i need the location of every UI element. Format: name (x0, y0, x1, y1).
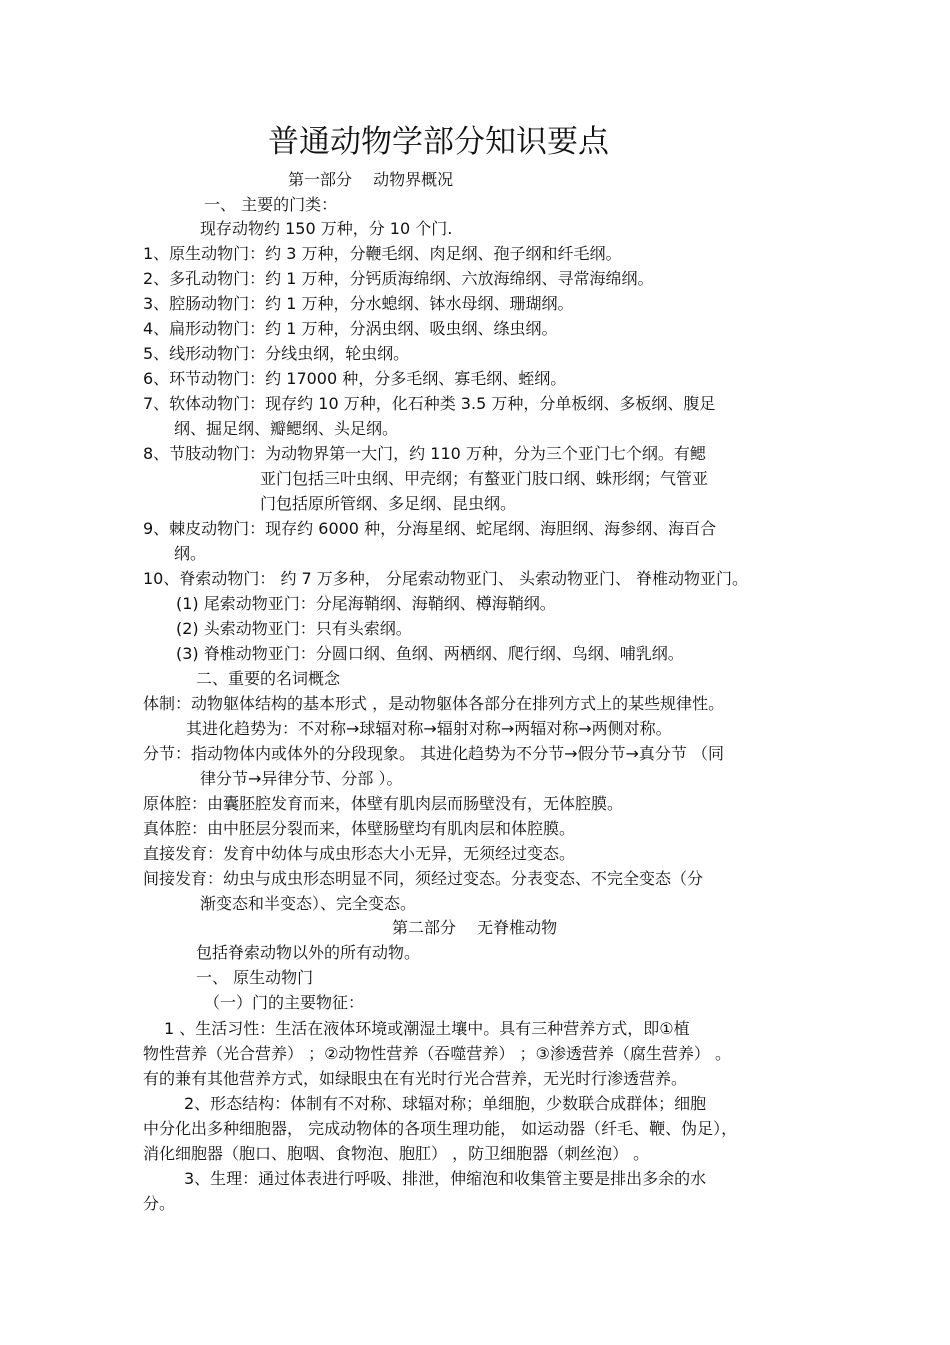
text-line: 分。 (143, 1194, 176, 1213)
part-one-heading: 第一部分 动物界概况 (288, 170, 454, 189)
section-heading-protozoa: 一、 原生动物门 (196, 968, 314, 987)
text-line: 其进化趋势为：不对称→球辐对称→辐射对称→两辐对称→两侧对称。 (186, 719, 672, 738)
list-item-continuation: 纲。 (174, 544, 207, 563)
text-line: 有的兼有其他营养方式，如绿眼虫在有光时行光合营养，无光时行渗透营养。 (143, 1069, 688, 1088)
sub-section-heading: （一）门的主要物征： (204, 993, 365, 1012)
text-line: 消化细胞器（胞口、胞咽、食物泡、胞肛） ，防卫细胞器（刺丝泡） 。 (143, 1144, 650, 1163)
list-item-continuation: 亚门包括三叶虫纲、甲壳纲；有螯亚门肢口纲、蛛形纲；气管亚 (260, 469, 709, 488)
text-line: 3、生理：通过体表进行呼吸、排泄，伸缩泡和收集管主要是排出多余的水 (184, 1169, 707, 1188)
list-item: 6、环节动物门：约 17000 种，分多毛纲、寡毛纲、蛭纲。 (143, 369, 567, 388)
list-item-continuation: 纲、掘足纲、瓣鳃纲、头足纲。 (174, 419, 399, 438)
list-item: 10、脊索动物门： 约 7 万多种， 分尾索动物亚门、 头索动物亚门、 脊椎动物亚门。 (143, 569, 749, 588)
text-line: 间接发育：幼虫与成虫形态明显不同，须经过变态。分表变态、不完全变态（分 (143, 869, 704, 888)
list-item: 9、棘皮动物门：现存约 6000 种，分海星纲、蛇尾纲、海胆纲、海参纲、海百合 (143, 519, 717, 538)
text-line: 物性营养（光合营养） ；②动物性营养（吞噬营养） ；③渗透营养（腐生营养） 。 (143, 1044, 731, 1063)
text-line: 1 、生活习性：生活在液体环境或潮湿土壤中。具有三种营养方式，即①植 (164, 1019, 690, 1038)
list-item: 4、扁形动物门：约 1 万种，分涡虫纲、吸虫纲、绦虫纲。 (143, 319, 558, 338)
list-item: 1、原生动物门：约 3 万种，分鞭毛纲、肉足纲、孢子纲和纤毛纲。 (143, 244, 622, 263)
list-item: 8、节肢动物门：为动物界第一大门，约 110 万种，分为三个亚门七个纲。有鳃 (143, 444, 706, 463)
text-line: 渐变态和半变态）、完全变态。 (200, 894, 417, 913)
section-heading-terms: 二、重要的名词概念 (196, 669, 341, 688)
text-line: 真体腔：由中胚层分裂而来，体壁肠壁均有肌肉层和体腔膜。 (143, 819, 576, 838)
text-line: 体制：动物躯体结构的基本形式 ，是动物躯体各部分在排列方式上的某些规律性。 (143, 694, 725, 713)
text-line: 直接发育：发育中幼体与成虫形态大小无异，无须经过变态。 (143, 844, 576, 863)
section-heading-phyla: 一、 主要的门类： (204, 195, 338, 214)
list-item-continuation: 门包括原所管纲、多足纲、昆虫纲。 (260, 494, 517, 513)
sub-list-item: (2) 头索动物亚门：只有头索纲。 (176, 619, 412, 638)
sub-list-item: (3) 脊椎动物亚门：分圆口纲、鱼纲、两栖纲、爬行纲、鸟纲、哺乳纲。 (176, 644, 684, 663)
text-line: 现存动物约 150 万种，分 10 个门. (200, 219, 453, 238)
part-two-heading: 第二部分 无脊椎动物 (392, 918, 558, 937)
list-item: 2、多孔动物门：约 1 万种，分钙质海绵纲、六放海绵纲、寻常海绵纲。 (143, 269, 654, 288)
text-line: 包括脊索动物以外的所有动物。 (196, 943, 421, 962)
text-line: 分节：指动物体内或体外的分段现象。 其进化趋势为不分节→假分节→真分节 （同 (143, 744, 724, 763)
text-line: 2、形态结构：体制有不对称、球辐对称；单细胞，少数联合成群体；细胞 (184, 1094, 707, 1113)
text-line: 原体腔：由囊胚腔发育而来，体壁有肌肉层而肠壁没有，无体腔膜。 (143, 794, 624, 813)
list-item: 5、线形动物门：分线虫纲，轮虫纲。 (143, 344, 410, 363)
text-line: 律分节→异律分节、分部 ）。 (200, 769, 403, 788)
document-title: 普通动物学部分知识要点 (268, 124, 609, 160)
list-item: 3、腔肠动物门：约 1 万种，分水螅纲、钵水母纲、珊瑚纲。 (143, 294, 574, 313)
sub-list-item: (1) 尾索动物亚门：分尾海鞘纲、海鞘纲、樽海鞘纲。 (176, 594, 556, 613)
text-line: 中分化出多种细胞器， 完成动物体的各项生理功能， 如运动器（纤毛、鞭、伪足）， (143, 1119, 738, 1138)
list-item: 7、软体动物门：现存约 10 万种，化石种类 3.5 万种，分单板纲、多板纲、腹足 (143, 394, 716, 413)
